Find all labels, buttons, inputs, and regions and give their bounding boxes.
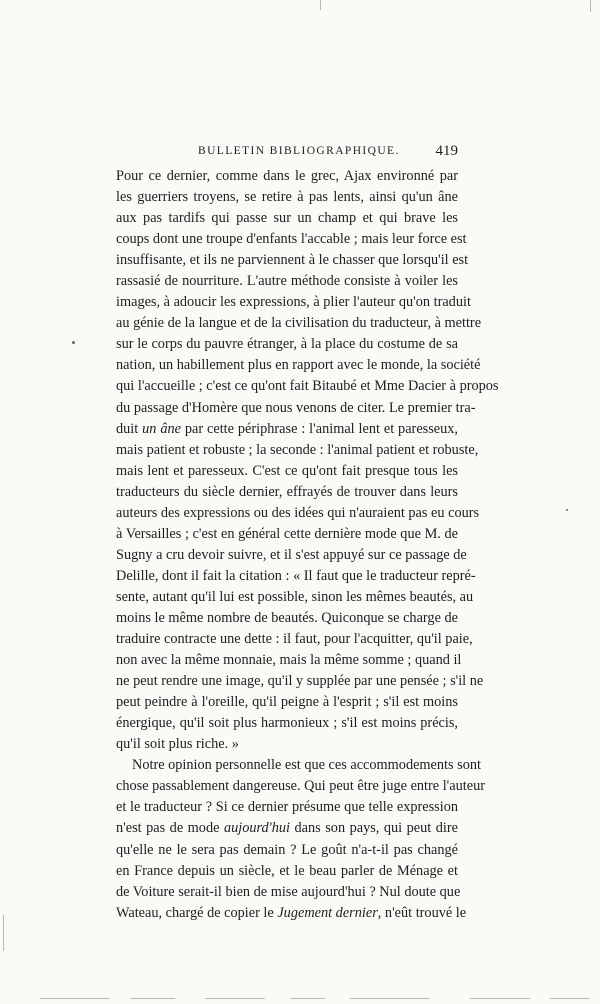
text-line <box>116 398 476 419</box>
text-segment: de Voiture serait-il bien de mise aujourd'hui ? Nul doute que <box>116 883 461 900</box>
text-line <box>116 587 474 608</box>
text-line <box>116 271 458 292</box>
text-segment: traduire contracte une dette : il faut, pour l'acquitter, qu'il paie, <box>116 631 473 648</box>
text-line <box>116 376 499 397</box>
text-segment: et le traducteur ? Si ce dernier présume que telle expression <box>116 799 458 816</box>
running-title: BULLETIN BIBLIOGRAPHIQUE. <box>198 145 400 157</box>
italic-phrase: aujourd'hui <box>223 820 291 837</box>
text-segment: qu'elle ne le sera pas demain ? Le goût n'a-t-il pas changé <box>116 841 458 858</box>
text-segment: en France depuis un siècle, et le beau parler de Ménage et <box>116 862 458 879</box>
text-line <box>116 776 485 797</box>
text-segment: par cette périphrase : l'animal lent et paresseux, <box>180 420 459 437</box>
text-segment: mais patient et robuste ; la seconde : l'animal patient et robuste, <box>116 441 479 458</box>
text-line <box>116 229 467 250</box>
text-segment: énergique, qu'il soit plus harmonieux ; s'il est moins précis, <box>116 715 458 732</box>
italic-phrase: un âne <box>142 420 181 437</box>
text-segment: à Versailles ; c'est en général cette dernière mode que M. de <box>116 525 458 542</box>
text-segment: images, à adoucir les expressions, à plier l'auteur qu'on traduit <box>116 294 471 311</box>
text-segment: Pour ce dernier, comme dans le grec, Ajax environné par <box>116 168 458 184</box>
text-segment: les guerriers troyens, se retire à pas lents, ainsi qu'un âne <box>116 189 458 206</box>
text-segment: chose passablement dangereuse. Qui peut être juge entre l'auteur <box>116 778 485 795</box>
scan-edge-line <box>320 0 321 10</box>
text-segment: nation, un habillement plus en rapport avec le monde, la société <box>116 357 481 374</box>
text-segment: aux pas tardifs qui passe sur un champ et qui brave les <box>116 210 458 227</box>
text-line <box>116 250 469 271</box>
text-line <box>116 208 458 229</box>
text-line <box>116 818 458 839</box>
text-line <box>116 650 462 671</box>
text-line <box>116 840 458 861</box>
text-segment: Delille, dont il fait la citation : « Il faut que le traducteur repré- <box>116 567 476 584</box>
text-segment: moins le même nombre de beautés. Quiconque se charge de <box>116 609 458 626</box>
text-segment: insuffisante, et ils ne parviennent à le chasser que lorsqu'il est <box>116 252 469 269</box>
text-segment: Notre opinion personnelle est que ces accommodements sont <box>132 757 481 774</box>
margin-speck <box>566 509 568 511</box>
text-line <box>116 461 458 482</box>
scan-edge-line <box>470 998 530 999</box>
scan-edge-line <box>350 998 430 999</box>
text-segment: qu'il soit plus riche. » <box>116 736 239 753</box>
scan-edge-line <box>205 998 265 999</box>
text-segment: au génie de la langue et de la civilisation du traducteur, à mettre <box>116 315 482 332</box>
text-line <box>116 440 479 461</box>
text-line <box>116 292 471 313</box>
text-line <box>116 166 458 187</box>
text-segment: , n'eût trouvé le <box>377 904 467 921</box>
text-segment: peut peindre à l'oreille, qu'il peigne à l'esprit ; s'il est moins <box>116 694 458 711</box>
body-text <box>116 166 499 924</box>
text-line <box>116 629 473 650</box>
scan-edge-line <box>590 0 591 12</box>
text-line <box>116 545 467 566</box>
text-line <box>116 566 476 587</box>
text-line <box>116 755 481 776</box>
text-line <box>116 334 458 355</box>
text-line <box>116 419 458 440</box>
text-line <box>116 882 461 903</box>
text-line <box>116 355 481 376</box>
text-line <box>116 903 467 924</box>
text-line <box>116 692 458 713</box>
text-segment: sente, autant qu'il lui est possible, sinon les mêmes beautés, au <box>116 588 474 605</box>
page-number: 419 <box>435 143 458 159</box>
text-line <box>116 734 458 755</box>
running-head <box>198 145 458 165</box>
margin-speck <box>72 341 75 344</box>
text-segment: du passage d'Homère que nous venons de citer. Le premier tra- <box>116 399 476 416</box>
text-segment: dans son pays, qui peut dire <box>290 820 458 837</box>
italic-phrase: Jugement dernier <box>277 904 378 921</box>
text-segment: non avec la même monnaie, mais la même somme ; quand il <box>116 652 462 669</box>
text-line <box>116 671 484 692</box>
text-line <box>116 713 458 734</box>
scan-edge-line <box>290 998 325 999</box>
text-segment: duit <box>116 420 143 437</box>
scan-edge-line <box>130 998 175 999</box>
text-segment: n'est pas de mode <box>116 820 224 837</box>
text-line <box>116 503 480 524</box>
text-line <box>116 861 458 882</box>
text-segment: Sugny a cru devoir suivre, et il s'est appuyé sur ce passage de <box>116 546 467 563</box>
text-segment: sur le corps du pauvre étranger, à la place du costume de sa <box>116 336 458 353</box>
text-line <box>116 313 482 334</box>
text-segment: Wateau, chargé de copier le <box>116 904 278 921</box>
text-segment: mais lent et paresseux. C'est ce qu'ont fait presque tous les <box>116 462 458 479</box>
scan-edge-line <box>3 915 4 951</box>
text-line <box>116 187 458 208</box>
text-segment: traducteurs du siècle dernier, effrayés de trouver dans leurs <box>116 483 458 500</box>
text-line <box>116 608 458 629</box>
scan-edge-line <box>550 998 590 999</box>
scan-edge-line <box>40 998 110 999</box>
text-segment: rassasié de nourriture. L'autre méthode consiste à voiler les <box>116 273 458 290</box>
text-line <box>116 797 458 818</box>
text-segment: auteurs des expressions ou des idées qui n'auraient pas eu cours <box>116 504 480 521</box>
text-line <box>116 524 458 545</box>
text-segment: coups dont une troupe d'enfants l'accable ; mais leur force est <box>116 231 467 248</box>
text-segment: qui l'accueille ; c'est ce qu'ont fait Bitaubé et Mme Dacier à propos <box>116 378 499 395</box>
text-line <box>116 482 458 503</box>
text-segment: ne peut rendre une image, qu'il y supplée par une pensée ; s'il ne <box>116 673 484 690</box>
